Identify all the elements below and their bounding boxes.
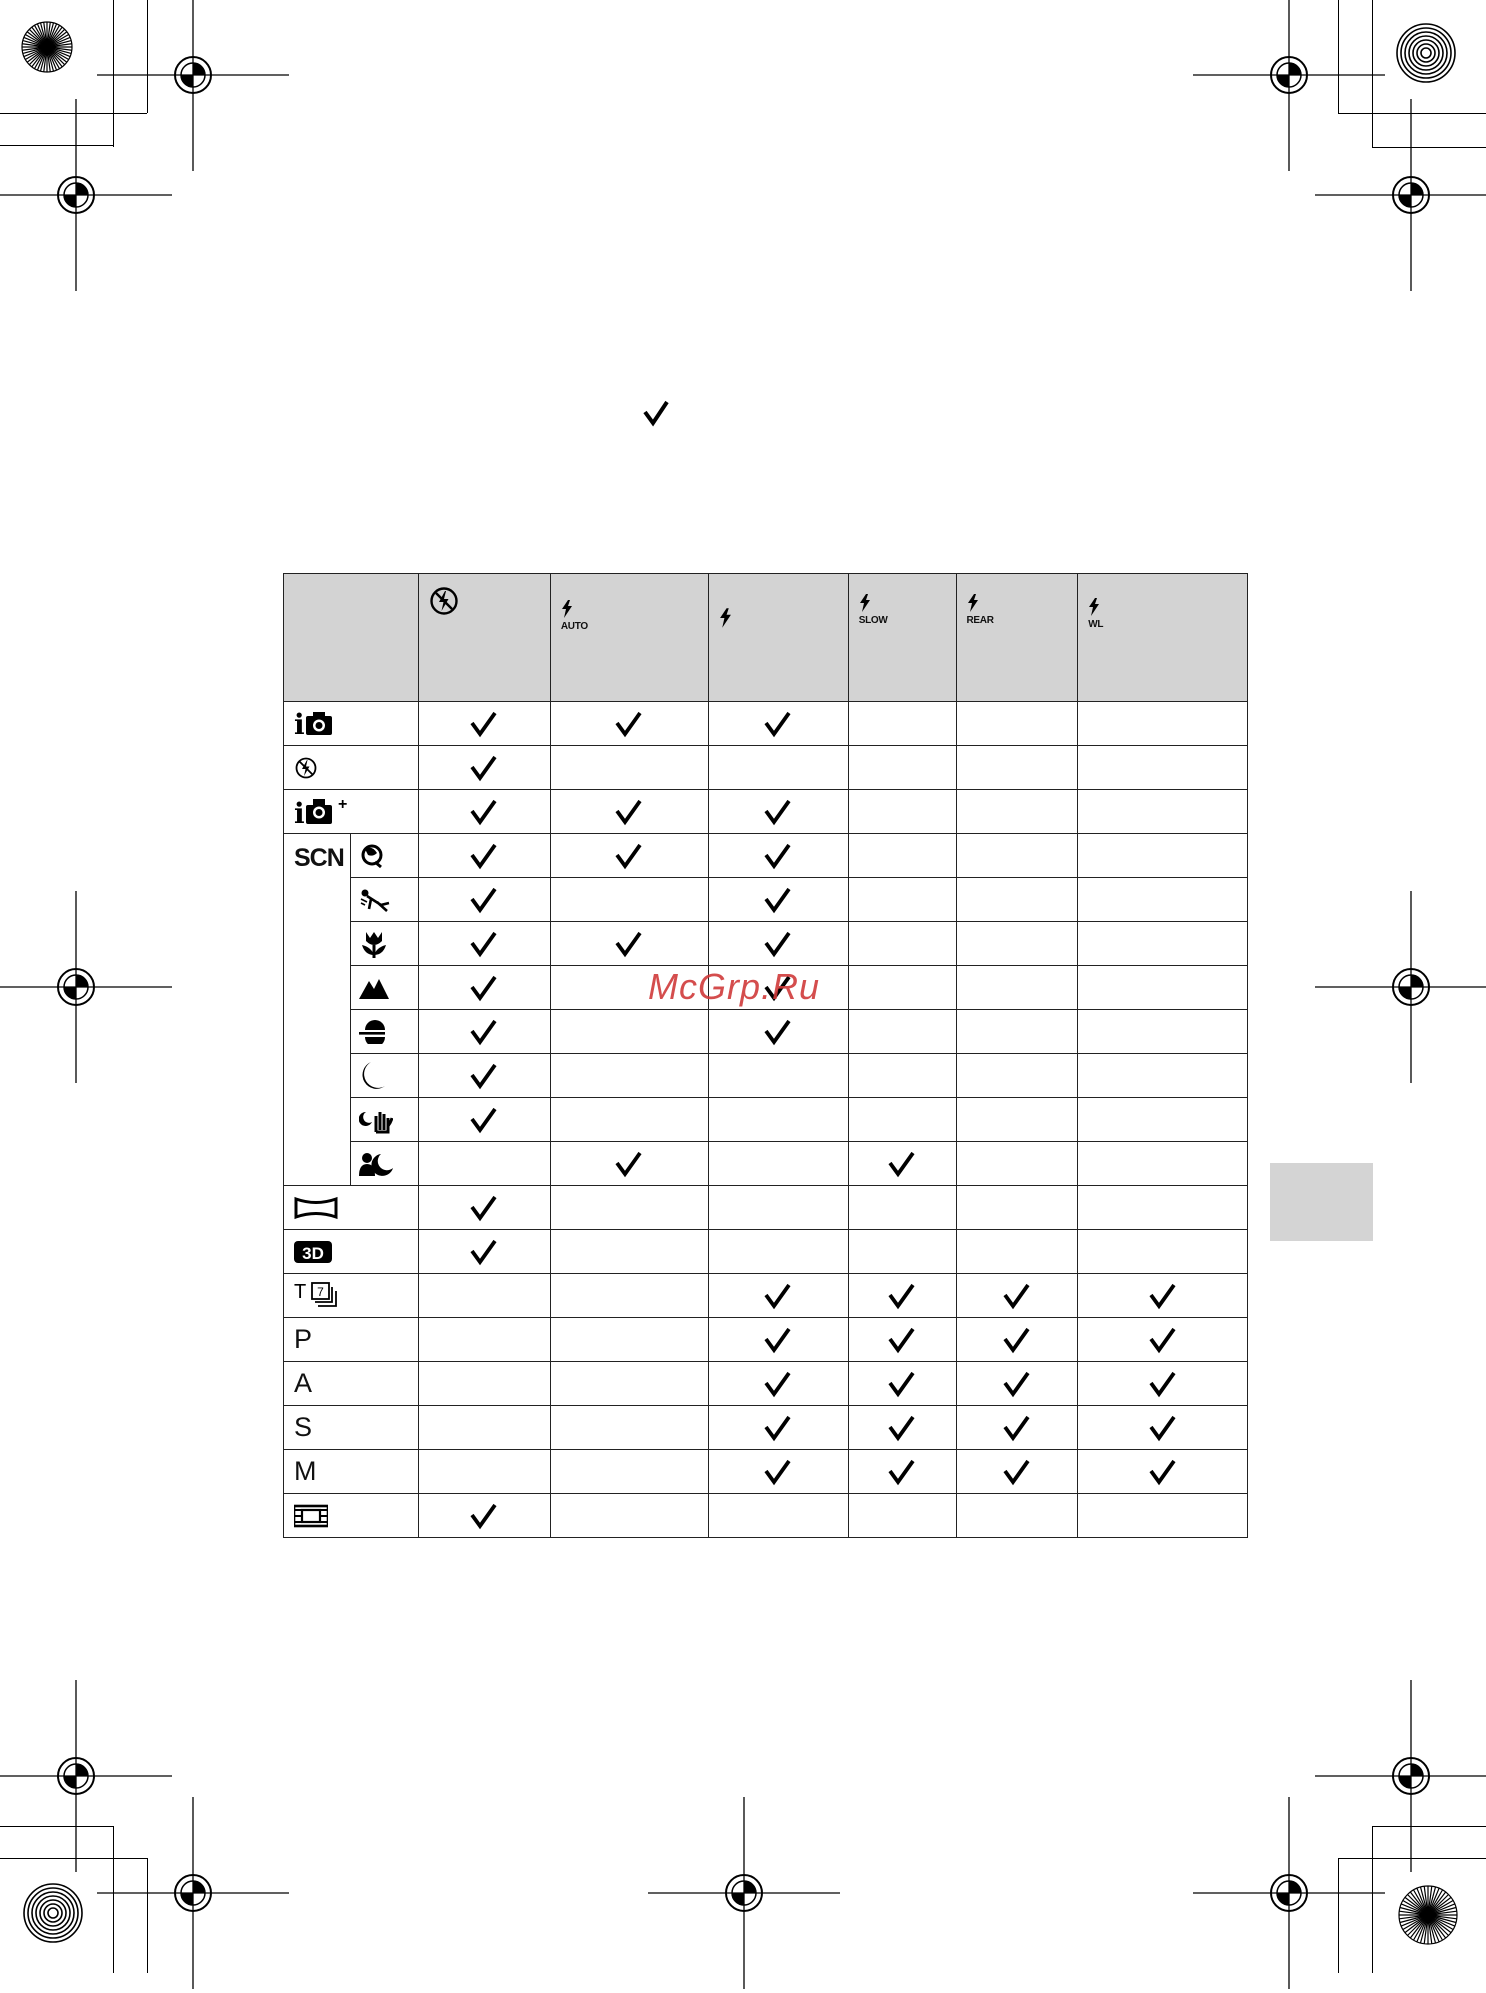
table-row <box>284 702 1248 746</box>
check-mark-icon <box>887 1458 917 1486</box>
check-mark-icon <box>763 798 793 826</box>
check-cell <box>418 746 550 790</box>
check-mark-icon <box>469 1106 499 1134</box>
svg-text:T: T <box>294 1280 307 1303</box>
check-cell <box>708 746 848 790</box>
svg-text:i: i <box>294 707 305 740</box>
check-mark-icon <box>1002 1414 1032 1442</box>
crosshair-target-icon <box>93 1793 293 1993</box>
check-cell <box>956 1406 1078 1450</box>
check-cell <box>848 1186 956 1230</box>
mode-cell-shutter-priority <box>284 1406 419 1450</box>
check-cell <box>418 790 550 834</box>
check-mark-icon <box>763 1282 793 1310</box>
mode-cell-superior-auto <box>284 790 419 834</box>
check-cell <box>956 1186 1078 1230</box>
check-mark-icon <box>763 1458 793 1486</box>
flash-wireless-label: WL <box>1088 619 1104 630</box>
mode-letter-a: A <box>294 1368 313 1398</box>
scn-label: SCN <box>284 834 351 1186</box>
check-mark-icon <box>763 710 793 738</box>
flash-slow-label: SLOW <box>858 615 888 626</box>
check-cell <box>708 1494 848 1538</box>
table-row <box>284 878 1248 922</box>
check-cell <box>848 1142 956 1186</box>
check-cell <box>956 1450 1078 1494</box>
check-cell <box>418 1362 550 1406</box>
check-cell <box>708 1142 848 1186</box>
mode-cell-scn-sports <box>351 878 418 922</box>
check-cell <box>956 834 1078 878</box>
check-cell <box>550 790 708 834</box>
table-header-row <box>284 574 1248 702</box>
check-cell <box>1078 966 1248 1010</box>
mode-letter-m: M <box>294 1456 317 1486</box>
crosshair-target-icon <box>1311 95 1486 295</box>
check-mark-icon <box>469 1018 499 1046</box>
check-mark-icon <box>1002 1282 1032 1310</box>
check-cell <box>418 1098 550 1142</box>
crosshair-target-icon <box>644 1793 844 1993</box>
table-row <box>284 1098 1248 1142</box>
check-mark-icon <box>469 754 499 782</box>
check-cell <box>1078 1230 1248 1274</box>
flash-slow-icon <box>859 594 871 612</box>
check-mark-icon <box>469 798 499 826</box>
table-row <box>284 1274 1248 1318</box>
handheld-twilight-icon <box>359 1106 393 1134</box>
check-cell <box>848 1494 956 1538</box>
check-mark-icon <box>1002 1326 1032 1354</box>
check-cell <box>848 878 956 922</box>
check-cell <box>708 790 848 834</box>
check-mark-icon <box>887 1150 917 1178</box>
mode-cell-scn-landscape <box>351 966 418 1010</box>
check-mark-icon <box>1148 1414 1178 1442</box>
3d-panorama-icon <box>294 1240 332 1264</box>
iauto-icon <box>294 708 342 740</box>
table-row <box>284 1186 1248 1230</box>
check-cell <box>418 922 550 966</box>
check-cell <box>1078 790 1248 834</box>
flash-off-icon <box>429 586 459 616</box>
svg-text:i: i <box>294 796 305 829</box>
check-cell <box>550 922 708 966</box>
check-cell <box>708 1010 848 1054</box>
check-mark-icon <box>887 1326 917 1354</box>
sports-icon <box>359 887 391 913</box>
table-row <box>284 1362 1248 1406</box>
check-cell <box>1078 1186 1248 1230</box>
check-cell <box>708 878 848 922</box>
table-row <box>284 1010 1248 1054</box>
check-cell <box>956 1362 1078 1406</box>
table-row <box>284 1054 1248 1098</box>
check-cell <box>848 922 956 966</box>
mode-cell-3d-sweep-panorama <box>284 1230 419 1274</box>
check-mark-icon <box>614 930 644 958</box>
table-row <box>284 746 1248 790</box>
crosshair-target-icon <box>0 95 176 295</box>
check-cell <box>1078 834 1248 878</box>
mode-cell-scn-sunset <box>351 1010 418 1054</box>
check-mark-icon <box>763 1370 793 1398</box>
check-cell <box>1078 1494 1248 1538</box>
check-mark-icon <box>641 398 671 428</box>
check-cell <box>848 1450 956 1494</box>
concentric-mark-icon <box>23 1883 83 1943</box>
check-cell <box>848 1318 956 1362</box>
check-cell <box>550 746 708 790</box>
table-row <box>284 922 1248 966</box>
check-cell <box>550 1054 708 1098</box>
check-mark-icon <box>469 1502 499 1530</box>
check-mark-icon <box>469 842 499 870</box>
table-row <box>284 1450 1248 1494</box>
check-cell <box>550 702 708 746</box>
check-cell <box>708 1230 848 1274</box>
check-cell <box>550 878 708 922</box>
check-cell <box>1078 1362 1248 1406</box>
mode-letter-p: P <box>294 1324 313 1354</box>
portrait-icon <box>359 843 385 869</box>
sunburst-mark-icon <box>21 21 73 73</box>
table-row <box>284 834 1248 878</box>
table-row <box>284 1318 1248 1362</box>
check-cell <box>848 1054 956 1098</box>
crosshair-target-icon <box>1189 1793 1389 1993</box>
check-cell <box>848 1230 956 1274</box>
sunburst-mark-icon <box>1398 1885 1458 1945</box>
check-cell <box>1078 878 1248 922</box>
sweep-panorama-icon <box>294 1196 338 1220</box>
check-cell <box>956 1230 1078 1274</box>
check-cell <box>708 1274 848 1318</box>
check-cell <box>418 1406 550 1450</box>
check-cell <box>1078 702 1248 746</box>
check-mark-icon <box>469 710 499 738</box>
col-flash-rear <box>956 574 1078 702</box>
check-cell <box>848 1010 956 1054</box>
crosshair-target-icon <box>1311 887 1486 1087</box>
superior-auto-icon <box>294 795 360 829</box>
check-cell <box>418 1142 550 1186</box>
check-cell <box>956 1010 1078 1054</box>
check-mark-icon <box>614 710 644 738</box>
mode-cell-movie <box>284 1494 419 1538</box>
check-cell <box>1078 1406 1248 1450</box>
check-cell <box>550 1010 708 1054</box>
check-cell <box>418 1318 550 1362</box>
sunset-icon <box>359 1020 391 1044</box>
mode-letter-s: S <box>294 1412 313 1442</box>
check-cell <box>848 746 956 790</box>
svg-text:+: + <box>338 795 348 813</box>
movie-film-icon <box>294 1504 328 1528</box>
mode-header-cell <box>284 574 419 702</box>
table-row <box>284 1494 1248 1538</box>
check-mark-icon <box>469 974 499 1002</box>
col-flash-slow <box>848 574 956 702</box>
check-mark-icon <box>469 1194 499 1222</box>
flash-auto-label: AUTO <box>560 621 588 632</box>
check-cell <box>1078 922 1248 966</box>
mode-cell-scn-portrait <box>351 834 418 878</box>
check-cell <box>418 1054 550 1098</box>
mode-cell-intelligent-auto <box>284 702 419 746</box>
mode-cell-program-auto <box>284 1318 419 1362</box>
table-row <box>284 790 1248 834</box>
check-mark-icon <box>1148 1282 1178 1310</box>
svg-text:7: 7 <box>317 1284 324 1299</box>
flash-rear-label: REAR <box>966 615 994 626</box>
check-cell <box>418 702 550 746</box>
check-cell <box>848 1098 956 1142</box>
check-mark-icon <box>887 1282 917 1310</box>
check-mark-icon <box>469 886 499 914</box>
check-cell <box>956 966 1078 1010</box>
check-cell <box>708 1098 848 1142</box>
check-cell <box>1078 746 1248 790</box>
flash-wireless-icon <box>1088 598 1100 616</box>
check-cell <box>550 1142 708 1186</box>
check-cell <box>418 1010 550 1054</box>
flash-off-mode-icon <box>294 756 318 780</box>
flash-on-icon <box>719 608 732 628</box>
col-flash-off <box>418 574 550 702</box>
check-cell <box>418 1274 550 1318</box>
check-cell <box>848 834 956 878</box>
check-cell <box>550 1186 708 1230</box>
mode-cell-aperture-priority <box>284 1362 419 1406</box>
col-flash-wireless <box>1078 574 1248 702</box>
check-cell <box>708 1406 848 1450</box>
check-mark-icon <box>887 1414 917 1442</box>
check-cell <box>708 922 848 966</box>
check-cell <box>956 1318 1078 1362</box>
check-cell <box>418 966 550 1010</box>
check-cell <box>848 702 956 746</box>
check-mark-icon <box>763 886 793 914</box>
check-cell <box>550 1494 708 1538</box>
mode-cell-scn-night-portrait <box>351 1142 418 1186</box>
check-cell <box>956 878 1078 922</box>
landscape-mountain-icon <box>359 975 389 1001</box>
check-cell <box>708 702 848 746</box>
check-cell <box>848 1362 956 1406</box>
table-row <box>284 1406 1248 1450</box>
macro-tulip-icon <box>359 929 389 959</box>
tele-zoom-burst-icon <box>294 1281 342 1311</box>
col-flash-auto <box>550 574 708 702</box>
check-cell <box>550 1230 708 1274</box>
check-cell <box>956 1274 1078 1318</box>
mode-cell-scn-macro <box>351 922 418 966</box>
flash-rear-icon <box>967 594 979 612</box>
mode-cell-sweep-panorama <box>284 1186 419 1230</box>
night-portrait-icon <box>359 1150 393 1178</box>
check-cell <box>550 1098 708 1142</box>
svg-text:3D: 3D <box>302 1243 324 1263</box>
check-cell <box>418 1494 550 1538</box>
check-mark-icon <box>614 842 644 870</box>
check-cell <box>1078 1098 1248 1142</box>
check-cell <box>418 1186 550 1230</box>
check-cell <box>550 1274 708 1318</box>
check-cell <box>708 1362 848 1406</box>
check-cell <box>550 1406 708 1450</box>
check-mark-icon <box>1148 1458 1178 1486</box>
check-cell <box>708 1054 848 1098</box>
check-cell <box>418 1230 550 1274</box>
check-mark-icon <box>887 1370 917 1398</box>
check-cell <box>550 1318 708 1362</box>
check-cell <box>956 790 1078 834</box>
check-cell <box>1078 1010 1248 1054</box>
table-row <box>284 1142 1248 1186</box>
mode-cell-tele-zoom-continuous <box>284 1274 419 1318</box>
check-cell <box>1078 1450 1248 1494</box>
check-mark-icon <box>763 1414 793 1442</box>
check-cell <box>1078 1318 1248 1362</box>
check-mark-icon <box>614 1150 644 1178</box>
check-mark-icon <box>763 1018 793 1046</box>
check-cell <box>956 702 1078 746</box>
check-mark-icon <box>763 842 793 870</box>
mode-cell-scn-handheld-twilight <box>351 1098 418 1142</box>
mode-cell-manual-exposure <box>284 1450 419 1494</box>
check-cell <box>956 922 1078 966</box>
check-cell <box>708 1186 848 1230</box>
concentric-mark-icon <box>1396 23 1456 83</box>
check-cell <box>550 834 708 878</box>
table-row <box>284 1230 1248 1274</box>
check-cell <box>550 1362 708 1406</box>
check-mark-icon <box>1002 1370 1032 1398</box>
check-cell <box>708 1450 848 1494</box>
check-cell <box>1078 1054 1248 1098</box>
check-cell <box>418 834 550 878</box>
check-cell <box>956 746 1078 790</box>
chapter-tab <box>1270 1163 1373 1241</box>
check-mark-icon <box>1148 1370 1178 1398</box>
check-cell <box>550 1450 708 1494</box>
crosshair-target-icon <box>0 887 176 1087</box>
check-cell <box>848 966 956 1010</box>
check-cell <box>848 790 956 834</box>
check-mark-icon <box>1002 1458 1032 1486</box>
check-mark-icon <box>763 930 793 958</box>
check-cell <box>956 1054 1078 1098</box>
check-cell <box>418 1450 550 1494</box>
check-cell <box>848 1406 956 1450</box>
check-cell <box>1078 1274 1248 1318</box>
check-cell <box>1078 1142 1248 1186</box>
check-cell <box>418 878 550 922</box>
flash-auto-icon <box>561 600 573 618</box>
flash-mode-table <box>283 573 1248 1538</box>
mode-cell-scn-night-scene <box>351 1054 418 1098</box>
check-mark-icon <box>469 930 499 958</box>
mode-cell-flash-off-mode <box>284 746 419 790</box>
check-cell <box>956 1142 1078 1186</box>
check-cell <box>956 1494 1078 1538</box>
check-cell <box>708 1318 848 1362</box>
col-flash-on <box>708 574 848 702</box>
night-moon-icon <box>359 1060 387 1092</box>
check-cell <box>956 1098 1078 1142</box>
check-mark-icon <box>469 1238 499 1266</box>
check-cell <box>708 834 848 878</box>
watermark: McGrp.Ru <box>648 966 821 1007</box>
check-cell <box>848 1274 956 1318</box>
check-mark-icon <box>763 1326 793 1354</box>
check-mark-icon <box>614 798 644 826</box>
check-mark-icon <box>1148 1326 1178 1354</box>
check-mark-icon <box>469 1062 499 1090</box>
